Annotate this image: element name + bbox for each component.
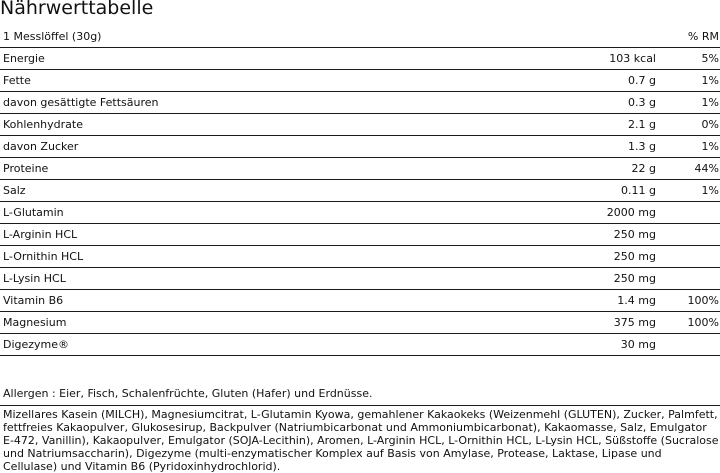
table-row <box>0 246 720 268</box>
nutrient-rm: 0% <box>701 118 719 131</box>
nutrition-rows <box>0 48 720 356</box>
nutrient-label: L-Arginin HCL <box>3 228 78 241</box>
table-row <box>0 48 720 70</box>
nutrient-amount: 22 g <box>631 162 656 175</box>
nutrient-amount: 0.3 g <box>628 96 656 109</box>
nutrient-label: Energie <box>3 52 45 65</box>
nutrient-rm: 5% <box>701 52 719 65</box>
nutrient-rm: 100% <box>687 294 719 307</box>
nutrient-rm: 1% <box>701 184 719 197</box>
nutrient-label: Salz <box>3 184 26 197</box>
nutrient-label: davon gesättigte Fettsäuren <box>3 96 159 109</box>
nutrient-amount: 1.3 g <box>628 140 656 153</box>
table-row <box>0 114 720 136</box>
nutrient-amount: 250 mg <box>613 228 656 241</box>
nutrient-label: L-Ornithin HCL <box>3 250 84 263</box>
nutrient-rm: 1% <box>701 74 719 87</box>
nutrition-table <box>0 26 720 356</box>
nutrient-amount: 30 mg <box>620 338 656 351</box>
nutrient-label: Vitamin B6 <box>3 294 64 307</box>
nutrient-amount: 0.11 g <box>621 184 656 197</box>
nutrient-label: L-Glutamin <box>3 206 64 219</box>
nutrient-rm: 100% <box>687 316 719 329</box>
table-row <box>0 312 720 334</box>
page-title: Nährwerttabelle <box>0 0 154 19</box>
table-header-row <box>0 26 720 48</box>
nutrient-amount: 103 kcal <box>609 52 656 65</box>
table-row <box>0 180 720 202</box>
rm-header: % RM <box>687 30 719 43</box>
nutrient-label: Digezyme® <box>3 338 70 351</box>
table-row <box>0 268 720 290</box>
table-row <box>0 334 720 356</box>
portion-label: 1 Messlöffel (30g) <box>3 30 102 43</box>
nutrient-label: Proteine <box>3 162 49 175</box>
ingredients-list: Mizellares Kasein (MILCH), Magnesiumcitrat, L-Glutamin Kyowa, gemahlener Kakaokeks (Weizenmehl (GLUTEN), Zucker, Palmfett, fettfreies Kakaopulver, Glukosesirup, Backpulver (Natriumbicarbonat und Ammoniumbicarbonat), Kakaomasse, Salz, Emulgator E-472, Vanillin), Kakaopulver, Emulgator (SOJA-Lecithin), Aromen, L-Arginin HCL, L-Ornithin HCL, L-Lysin HCL, Süßstoffe (Sucralose und Natriumsaccharin), Digezyme (multi-enzymatischer Komplex auf Basis von Amylase, Protease, Laktase, Lipase und Cellulase) und Vitamin B6 (Pyridoxinhydrochlorid). <box>3 408 719 473</box>
nutrient-amount: 1.4 mg <box>617 294 656 307</box>
table-row <box>0 202 720 224</box>
table-row <box>0 158 720 180</box>
allergen-info: Allergen : Eier, Fisch, Schalenfrüchte, Gluten (Hafer) und Erdnüsse. <box>3 387 373 400</box>
table-row <box>0 290 720 312</box>
nutrient-amount: 0.7 g <box>628 74 656 87</box>
nutrient-amount: 375 mg <box>613 316 656 329</box>
nutrient-label: Fette <box>3 74 31 87</box>
nutrient-label: L-Lysin HCL <box>3 272 66 285</box>
nutrient-label: Magnesium <box>3 316 67 329</box>
table-row <box>0 224 720 246</box>
divider <box>0 405 720 406</box>
nutrient-amount: 250 mg <box>613 272 656 285</box>
table-row <box>0 92 720 114</box>
nutrient-rm: 1% <box>701 96 719 109</box>
nutrient-amount: 2000 mg <box>606 206 656 219</box>
nutrient-amount: 250 mg <box>613 250 656 263</box>
nutrient-rm: 1% <box>701 140 719 153</box>
nutrient-rm: 44% <box>694 162 719 175</box>
nutrient-label: Kohlenhydrate <box>3 118 83 131</box>
nutrient-amount: 2.1 g <box>628 118 656 131</box>
table-row <box>0 70 720 92</box>
nutrient-label: davon Zucker <box>3 140 79 153</box>
table-row <box>0 136 720 158</box>
